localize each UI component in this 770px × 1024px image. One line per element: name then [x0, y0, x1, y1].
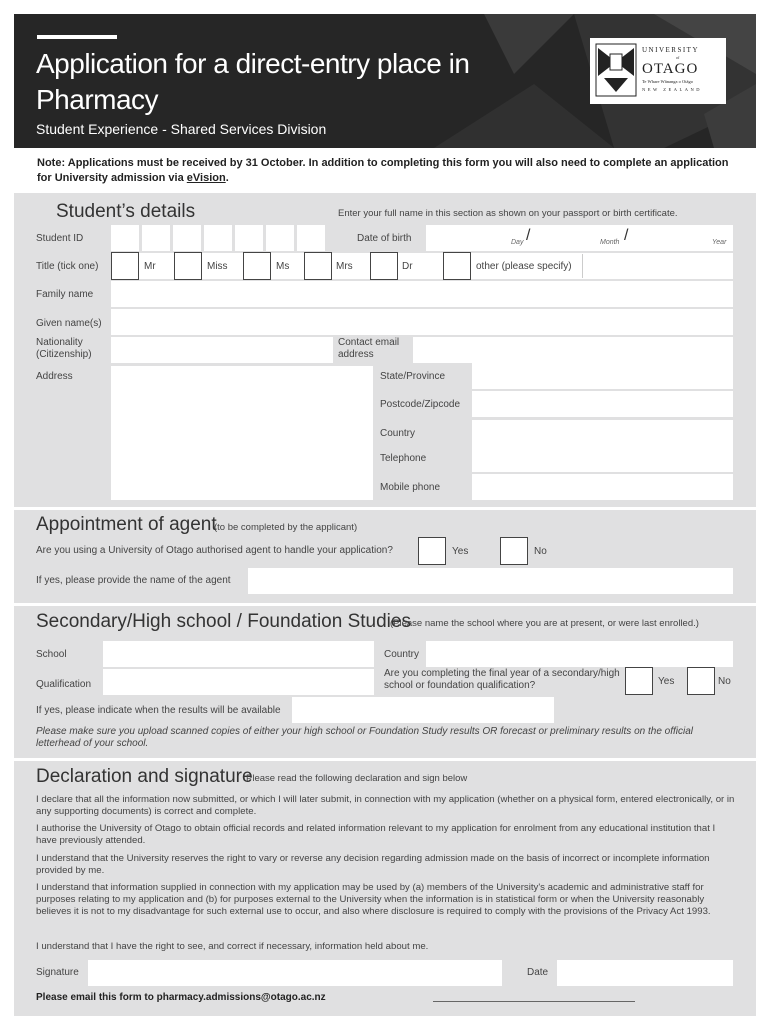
final-year-question: Are you completing the final year of a secondary/high school or foundation qualification?	[384, 668, 620, 691]
logo-country-text: NEW ZEALAND	[642, 87, 703, 92]
logo-name-text: OTAGO	[642, 61, 699, 77]
email-instruction: Please email this form to pharmacy.admissions@otago.ac.nz	[36, 992, 326, 1003]
title-mr-checkbox[interactable]	[111, 252, 139, 280]
title-dr-label: Dr	[402, 261, 413, 272]
university-logo	[590, 38, 726, 104]
evision-link[interactable]: eVision	[186, 172, 226, 184]
dob-day-hint: Day	[511, 239, 524, 246]
country-input[interactable]	[472, 420, 733, 446]
agent-question: Are you using a University of Otago authorised agent to handle your application?	[36, 545, 393, 556]
qualification-input[interactable]	[103, 669, 374, 695]
email-underline	[433, 1001, 635, 1002]
student-id-digit-3[interactable]	[173, 225, 201, 251]
signature-label: Signature	[36, 967, 79, 978]
logo-of-text: of	[676, 55, 680, 60]
telephone-input[interactable]	[472, 446, 733, 472]
school-label: School	[36, 649, 67, 660]
school-title: Secondary/High school / Foundation Studies	[36, 611, 411, 632]
date-of-birth-label: Date of birth	[357, 233, 412, 244]
email-label: Contact email address	[338, 337, 400, 360]
declaration-paragraph-5: I understand that I have the right to see, and correct if necessary, information held about me.	[36, 941, 429, 952]
final-year-yes-checkbox[interactable]	[625, 667, 653, 695]
given-names-input[interactable]	[111, 309, 733, 335]
logo-university-text: UNIVERSITY	[642, 46, 699, 54]
school-country-label: Country	[384, 649, 420, 660]
agent-no-checkbox[interactable]	[500, 537, 528, 565]
title-ms-checkbox[interactable]	[243, 252, 271, 280]
family-name-input[interactable]	[111, 281, 733, 307]
school-country-input[interactable]	[426, 641, 733, 667]
title-miss-label: Miss	[207, 261, 228, 272]
final-year-yes-label: Yes	[658, 676, 675, 687]
student-id-digit-6[interactable]	[266, 225, 294, 251]
address-input[interactable]	[111, 366, 373, 500]
agent-note: (to be completed by the applicant)	[214, 522, 358, 533]
dob-separator-2: /	[624, 227, 629, 244]
dob-separator-1: /	[526, 227, 531, 244]
school-note: (Please name the school where you are at present, or were last enrolled.)	[390, 618, 699, 629]
mobile-label: Mobile phone	[380, 482, 441, 493]
title-miss-checkbox[interactable]	[174, 252, 202, 280]
date-input[interactable]	[557, 960, 733, 986]
agent-section	[14, 510, 756, 603]
agent-name-label: If yes, please provide the name of the agent	[36, 575, 231, 586]
title-other-label: other (please specify)	[476, 261, 572, 272]
note-end: .	[225, 172, 229, 184]
title-mr-label: Mr	[144, 261, 156, 272]
agent-yes-label: Yes	[452, 546, 469, 557]
telephone-label: Telephone	[380, 453, 427, 464]
address-label: Address	[36, 371, 73, 382]
dob-month-hint: Month	[600, 239, 620, 246]
results-date-label: If yes, please indicate when the results will be available	[36, 705, 281, 716]
country-label: Country	[380, 428, 416, 439]
student-id-digit-1[interactable]	[111, 225, 139, 251]
agent-no-label: No	[534, 546, 547, 557]
agent-title: Appointment of agent	[36, 514, 217, 535]
title-other-checkbox[interactable]	[443, 252, 471, 280]
family-name-label: Family name	[36, 289, 94, 300]
title-ms-label: Ms	[276, 261, 290, 272]
declaration-section	[14, 761, 756, 1016]
note-text: Note: Applications must be received by 31 October. In addition to completing this form you will also need to complete an application for University admission via	[37, 157, 729, 184]
page-title: Application for a direct-entry place in Pharmacy	[36, 48, 470, 115]
title-other-input[interactable]	[582, 254, 732, 278]
page-header	[14, 14, 756, 148]
declaration-title: Declaration and signature	[36, 766, 253, 787]
results-date-input[interactable]	[292, 697, 554, 723]
header-rule	[37, 35, 117, 39]
student-id-label: Student ID	[36, 233, 84, 244]
title-dr-checkbox[interactable]	[370, 252, 398, 280]
agent-name-input[interactable]	[248, 568, 733, 594]
page-subtitle: Student Experience - Shared Services Division	[36, 121, 327, 137]
postcode-label: Postcode/Zipcode	[380, 399, 461, 410]
final-year-no-label: No	[718, 676, 731, 687]
student-id-digit-5[interactable]	[235, 225, 263, 251]
final-year-no-checkbox[interactable]	[687, 667, 715, 695]
declaration-paragraph-3: I understand that the University reserves the right to vary or reverse any decision regarding admission made on the basis of incorrect or incomplete information provided by me.	[36, 853, 710, 876]
school-input[interactable]	[103, 641, 374, 667]
declaration-paragraph-1: I declare that all the information now submitted, or which I will later submit, in connection with my application (whether on a physical form, entered electronically, or in any supporting documents) is correct and complete.	[36, 794, 735, 817]
student-details-title: Student’s details	[56, 201, 196, 222]
qualification-label: Qualification	[36, 679, 92, 690]
student-details-section	[14, 193, 756, 507]
nationality-input[interactable]	[111, 337, 333, 363]
upload-note: Please make sure you upload scanned copies of either your high school or Foundation Study results OR forecast or preliminary results on the official letterhead of your school.	[36, 726, 694, 749]
logo-maori-text: Te Whare Wānanga o Otāgo	[642, 79, 693, 84]
agent-yes-checkbox[interactable]	[418, 537, 446, 565]
postcode-input[interactable]	[472, 391, 733, 417]
given-names-label: Given name(s)	[36, 318, 102, 329]
state-label: State/Province	[380, 371, 446, 382]
student-id-digit-7[interactable]	[297, 225, 325, 251]
dob-year-hint: Year	[712, 239, 727, 246]
nationality-label: Nationality (Citizenship)	[36, 337, 92, 360]
title-mrs-label: Mrs	[336, 261, 353, 272]
title-label: Title (tick one)	[36, 261, 99, 272]
application-note	[37, 156, 737, 186]
signature-input[interactable]	[88, 960, 502, 986]
student-details-instruction: Enter your full name in this section as shown on your passport or birth certificate.	[338, 208, 678, 219]
date-of-birth-field[interactable]	[426, 225, 733, 251]
mobile-input[interactable]	[472, 474, 733, 500]
student-id-digit-4[interactable]	[204, 225, 232, 251]
declaration-note: Please read the following declaration and sign below	[246, 773, 468, 784]
date-label: Date	[527, 967, 549, 978]
title-mrs-checkbox[interactable]	[304, 252, 332, 280]
declaration-paragraph-2: I authorise the University of Otago to obtain official records and related information relevant to my application for enrolment from any educational institution that I have previously attended.	[36, 823, 716, 846]
email-input[interactable]	[413, 337, 733, 363]
student-id-digit-2[interactable]	[142, 225, 170, 251]
declaration-paragraph-4: I understand that information supplied in connection with my application may be used by (a) members of the University's academic and administrative staff for purposes relating to my application and (b) for purposes external to the University when the information is in statistical form or when the University reasonably believes it is not to my disadvantage for such external use to occur, and also where disclosure is required to comply with the provisions of the Privacy Act 1993.	[36, 882, 711, 917]
school-section	[14, 606, 756, 758]
state-input[interactable]	[472, 363, 733, 389]
